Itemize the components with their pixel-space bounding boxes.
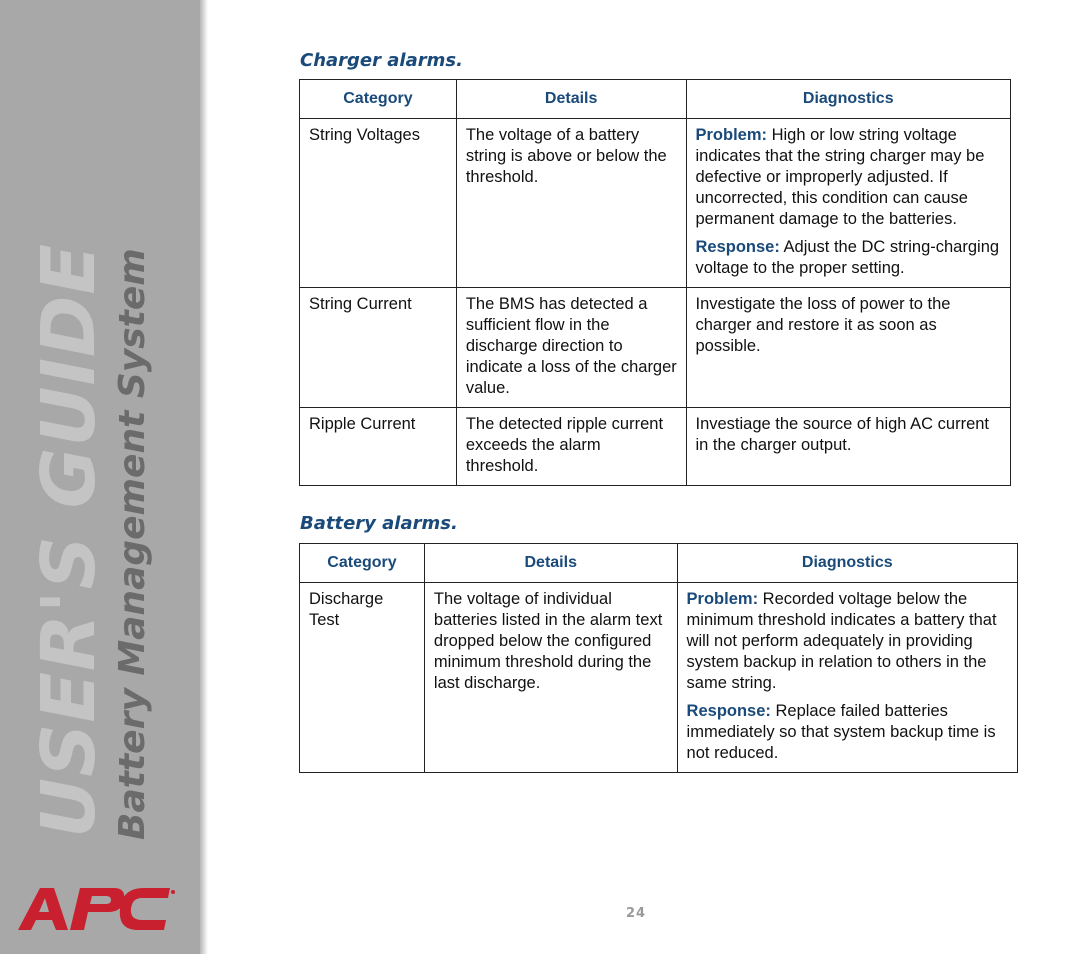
battery-alarms-table	[299, 543, 1018, 773]
response-paragraph	[687, 701, 1009, 764]
response-paragraph	[696, 237, 1003, 279]
charger-alarms-table	[299, 79, 1011, 486]
column-header-details: Details	[456, 80, 686, 119]
category-cell: Ripple Current	[300, 408, 457, 486]
apc-logo	[18, 884, 178, 934]
diagnostics-cell: Investigate the loss of power to the charger and restore it as soon as possible.	[686, 288, 1011, 408]
column-header-diagnostics: Diagnostics	[677, 544, 1017, 583]
column-header-category: Category	[300, 80, 457, 119]
diagnostics-cell: Investiage the source of high AC current in the charger output.	[686, 408, 1011, 486]
response-label: Response:	[686, 702, 771, 720]
sidebar-shadow	[200, 0, 208, 954]
problem-text: Recorded voltage below the minimum threshold indicates a battery that will not perform adequately in providing system backup in relation to others in the same string.	[686, 590, 997, 692]
column-header-category: Category	[300, 544, 425, 583]
details-cell: The voltage of a battery string is above or below the threshold.	[456, 119, 686, 288]
response-text: Adjust the DC string-charging voltage to the proper setting.	[695, 238, 1000, 277]
category-cell: Discharge Test	[300, 583, 425, 773]
problem-text: High or low string voltage indicates that the string charger may be defective or improperly adjusted. If uncorrected, this condition can cause permanent damage to the batteries.	[695, 126, 985, 228]
table-row	[300, 119, 1011, 288]
table-row	[300, 408, 1011, 486]
category-cell: String Current	[300, 288, 457, 408]
response-text: Replace failed batteries immediately so that system backup time is not reduced.	[686, 702, 996, 762]
column-header-details: Details	[424, 544, 677, 583]
product-name: Battery Management System	[112, 248, 153, 840]
table-header-row	[300, 544, 1018, 583]
response-label: Response:	[695, 238, 780, 256]
diagnostics-cell	[677, 583, 1017, 773]
problem-label: Problem:	[686, 590, 759, 608]
details-cell: The BMS has detected a sufficient flow in the discharge direction to indicate a loss of the charger value.	[456, 288, 686, 408]
table-header-row	[300, 80, 1011, 119]
details-cell: The voltage of individual batteries listed in the alarm text dropped below the configured minimum threshold during the last discharge.	[424, 583, 677, 773]
column-header-diagnostics: Diagnostics	[686, 80, 1011, 119]
charger-alarms-title: Charger alarms.	[300, 50, 463, 71]
guide-title: USER'S GUIDE	[26, 243, 112, 838]
problem-paragraph	[696, 125, 1003, 230]
problem-label: Problem:	[695, 126, 768, 144]
category-cell: String Voltages	[300, 119, 457, 288]
page-number: 24	[626, 906, 647, 921]
sidebar	[0, 0, 200, 954]
details-cell: The detected ripple current exceeds the alarm threshold.	[456, 408, 686, 486]
table-row	[300, 288, 1011, 408]
problem-paragraph	[687, 589, 1009, 694]
battery-alarms-title: Battery alarms.	[300, 513, 458, 534]
diagnostics-cell	[686, 119, 1011, 288]
table-row	[300, 583, 1018, 773]
